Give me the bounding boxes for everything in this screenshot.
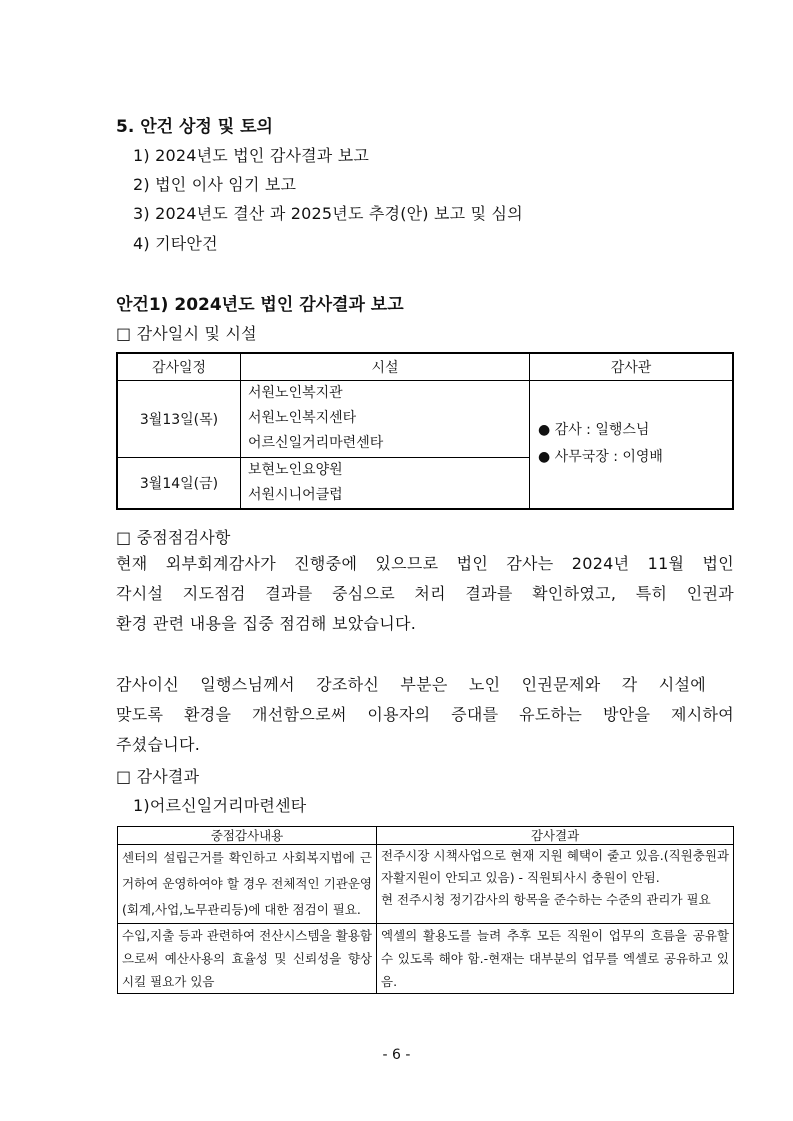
audit-date: 3월14일(금) [117, 457, 241, 509]
audit-schedule-table [116, 352, 734, 510]
facility-name: 어르신일거리마련센타 [248, 435, 384, 451]
auditor-item: ● 사무국장 : 이영배 [538, 449, 663, 466]
agenda-item: 4) 기타안건 [133, 234, 218, 253]
audit-result-cell: 전주시장 시책사업으로 현재 지원 혜택이 줄고 있음.(직원충원과 자활지원이 안되고 있음) - 직원퇴사시 충원이 안됨. 현 전주시청 정기감사의 항목을 준수하는 수준의 관리가 필요 [377, 845, 734, 924]
audit-date: 3월13일(목) [117, 380, 241, 457]
audit-result-table [117, 826, 734, 994]
table-header: 감사관 [530, 353, 734, 380]
section-title: 5. 안건 상정 및 토의 [116, 117, 273, 137]
bullet-icon: ● [538, 449, 555, 466]
audit-schedule-heading: □ 감사일시 및 시설 [116, 324, 257, 343]
table-header: 감사결과 [377, 827, 734, 845]
focus-heading: □ 중점점검사항 [116, 528, 231, 547]
result-heading: □ 감사결과 [116, 767, 200, 786]
audit-content-cell: 센터의 설립근거를 확인하고 사회복지법에 근거하여 운영하여야 할 경우 전체적인 기관운영(회계,사업,노무관리등)에 대한 점검이 필요. [118, 845, 377, 924]
facility-cell [241, 380, 530, 457]
agenda-item: 2) 법인 이사 임기 보고 [133, 175, 297, 194]
audit-content-cell: 수입,지출 등과 관련하여 전산시스템을 활용함으로써 예산사용의 효율성 및 신뢰성을 향상 시킬 필요가 있음 [118, 924, 377, 994]
facility-name: 서원노인복지관 [248, 385, 343, 401]
page-number: - 6 - [382, 1047, 411, 1063]
facility-cell [241, 457, 530, 509]
bullet-icon: ● [538, 422, 555, 439]
agenda-item: 1) 2024년도 법인 감사결과 보고 [133, 146, 370, 165]
auditor-cell [530, 380, 734, 509]
focus-paragraph: 현재 외부회계감사가 진행중에 있으므로 법인 감사는 2024년 11월 법인 각시설 지도점검 결과를 중심으로 처리 결과를 확인하였고, 특히 인권과 환경 관련 내용을 집중 점검해 보았습니다. [116, 554, 734, 633]
agenda-item: 3) 2024년도 결산 과 2025년도 추경(안) 보고 및 심의 [133, 204, 523, 223]
facility-name: 보현노인요양원 [248, 461, 343, 478]
table-header: 시설 [241, 353, 530, 380]
facility-name: 서원노인복지센타 [248, 410, 357, 426]
facility-name: 서원시니어클럽 [248, 486, 343, 503]
audit-result-cell: 엑셀의 활용도를 늘려 추후 모든 직원이 업무의 흐름을 공유할 수 있도록 해야 함.-현재는 대부분의 업무를 엑셀로 공유하고 있음. [377, 924, 734, 994]
result-subheading: 1)어르신일거리마련센타 [133, 796, 307, 815]
table-header: 중점감사내용 [118, 827, 377, 845]
table-header: 감사일정 [117, 353, 241, 380]
auditor-item: ● 감사 : 일행스님 [538, 422, 650, 439]
agenda1-title: 안건1) 2024년도 법인 감사결과 보고 [116, 295, 404, 315]
emphasis-paragraph: 감사이신 일행스님께서 강조하신 부분은 노인 인권문제와 각 시설에 맞도록 환경을 개선함으로써 이용자의 증대를 유도하는 방안을 제시하여 주셨습니다. [116, 675, 734, 754]
